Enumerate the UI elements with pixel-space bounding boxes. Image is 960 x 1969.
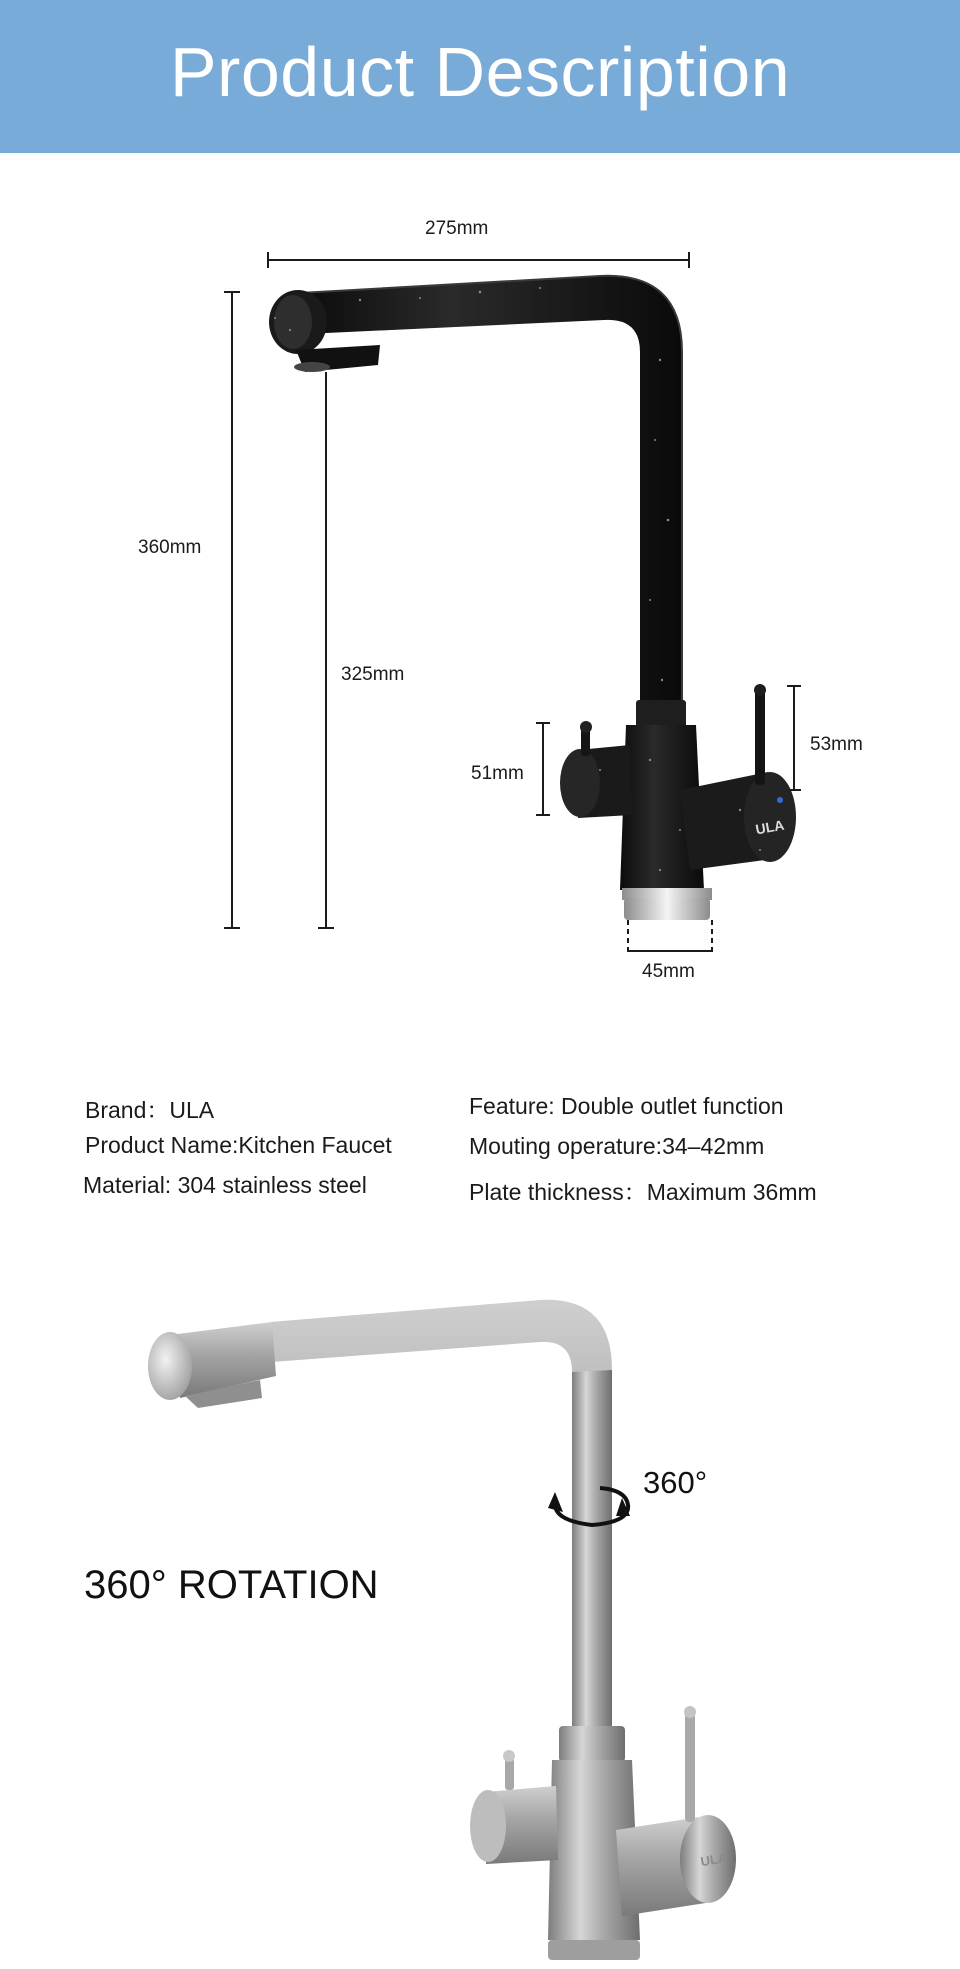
rotation-title: 360° ROTATION [84, 1563, 379, 1607]
ula-logo-steel: ULA [699, 1849, 729, 1870]
stainless-faucet [148, 1300, 736, 1960]
dim-height-label: 360mm [138, 537, 202, 558]
spec-product-name: Product Name:Kitchen Faucet [85, 1132, 392, 1158]
dim-spout-height-label: 325mm [341, 664, 405, 685]
rotation-degree: 360° [643, 1465, 708, 1500]
spec-brand: Brand：ULA [85, 1097, 215, 1123]
spec-mounting: Mouting operature:34–42mm [469, 1133, 765, 1159]
dim-left-handle-label: 51mm [471, 763, 524, 784]
ula-logo: ULA [754, 816, 786, 838]
dim-base-label: 45mm [642, 961, 695, 982]
spec-material: Material: 304 stainless steel [83, 1172, 367, 1198]
black-faucet [269, 276, 796, 920]
dim-width-label: 275mm [425, 218, 489, 239]
page-title: Product Description [169, 33, 791, 111]
spec-plate-thickness: Plate thickness：Maximum 36mm [469, 1179, 817, 1205]
dim-right-handle-label: 53mm [810, 734, 863, 755]
spec-feature: Feature: Double outlet function [469, 1093, 784, 1119]
